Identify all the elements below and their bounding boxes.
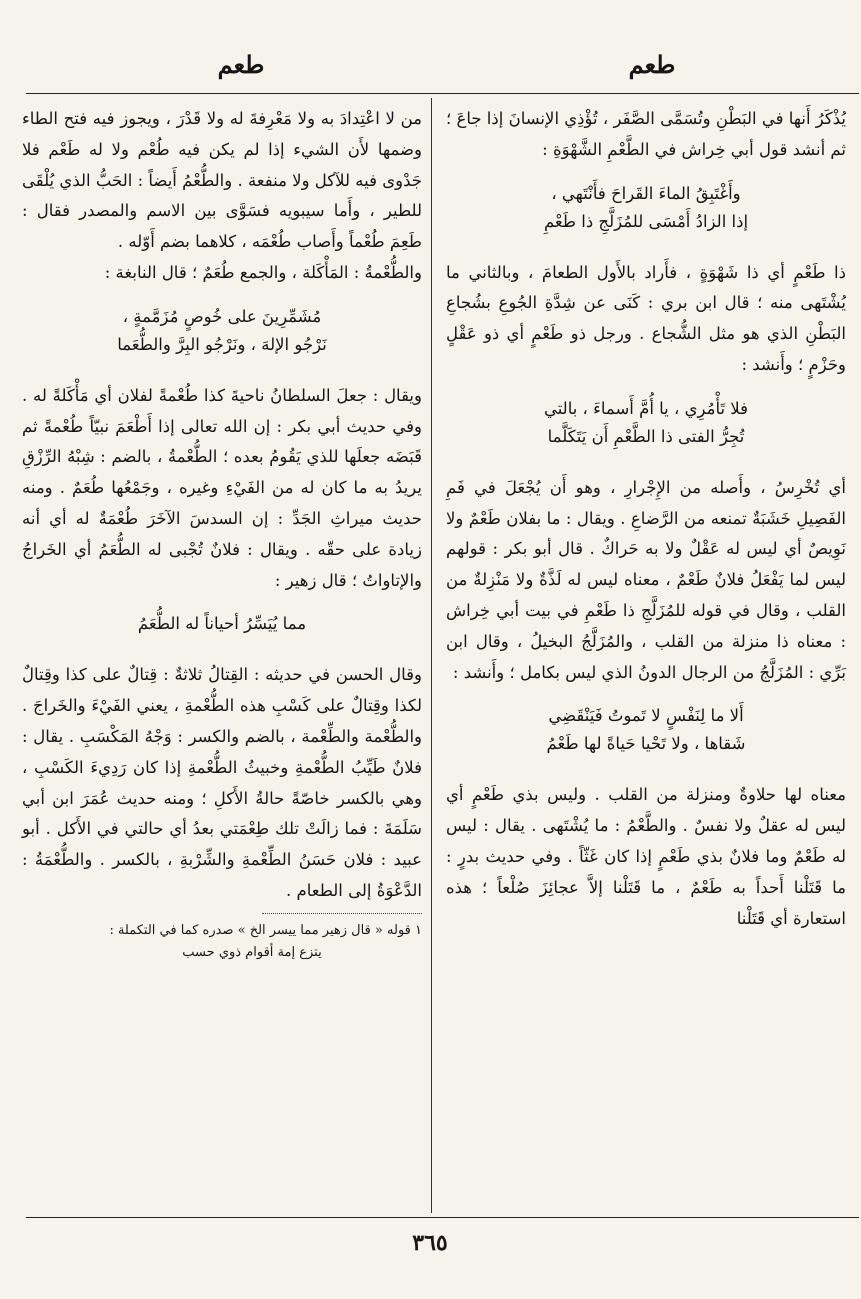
paragraph: والطُّعْمةُ : المَأْكَلة ، والجمع طُعَمٌ ؛ قال النابغة : bbox=[104, 262, 422, 282]
verse-line: مما يُيَسِّرُ أحياناً له الطُّعَمُ bbox=[137, 614, 307, 634]
verse-line: مُشَمِّرِينَ على خُوصٍ مُزَمَّمةٍ ، bbox=[122, 306, 322, 326]
page-number: ٣٦٥ bbox=[412, 1230, 448, 1256]
paragraph: ذا طَعْمٍ أي ذا شَهْوَةٍ ، فأَراد بالأَول الطعامَ ، وبالثاني ما يُشْتَهى منه ؛ قال ابن بري : كَنَى عن شِدَّةِ الجُوعِ بشُجاعِ البَطْنِ الذي هو مثل الشُّجاع . ورجل ذو طَعْمٍ أي ذو عَقْلٍ وحَزْمٍ ؛ وأَنشد : bbox=[446, 262, 846, 374]
verse-line: وأَغْتَبِقُ الماءَ القَراحَ فأَنْتَهي ، bbox=[551, 183, 741, 203]
paragraph: من لا اعْتِدادَ به ولا مَعْرِفةَ له ولا قَدْرَ ، ويجوز فيه فتح الطاء وضمها لأَن الشيء إذا لم يكن فيه طُعْم ولا له طَعْم فلا جَدْوى فيه للآكل ولا منفعة . والطُّعْمُ أَيضاً : الحَبُّ الذي يُلْقَى للطير ، وأَما سيبويه فسَوَّى بين الاسم والمصدر فقال : طَعِمَ طُعْماً وأَصاب طُعْمَه ، كلاهما بضم أَوّله . bbox=[22, 109, 422, 252]
verse bbox=[446, 180, 846, 236]
header-rule bbox=[26, 93, 859, 94]
left-column bbox=[22, 104, 422, 964]
footnote-line: يتزع إمة أقوام ذوي حسب bbox=[182, 944, 322, 960]
verse-line: إذا الزادُ أَمْسَى للمُزَلَّجِ ذا طَعْمِ bbox=[543, 211, 749, 231]
verse-line: شَقاها ، ولا تَحْيا حَياةً لها طَعْمُ bbox=[546, 734, 746, 754]
paragraph: يُذْكَرُ أَنها في البَطْنِ وتُسَمَّى الصَّفَر ، تُؤْذِي الإنسانَ إذا جاعَ ؛ ثم أنشد قول أبي خِراش في الطَّعْمِ الشَّهْوَةِ : bbox=[446, 109, 846, 159]
footer-rule bbox=[26, 1217, 859, 1218]
verse bbox=[446, 702, 846, 758]
paragraph: وقال الحسن في حديثه : القِتالُ ثلاثةٌ : قِتالٌ على كذا وقِتالٌ لكذا وقِتالٌ على كَسْبِ هذه الطُّعْمةِ ، يعني الفَيْءَ والخَراجَ . والطُّعْمة والطِّعْمة ، بالضم والكسر : وَجْهُ المَكْسَبِ . يقال : فلانٌ طَيِّبُ الطُّعْمةِ وخبيثُ الطُّعْمةِ إذا كان رَدِيءَ الكَسْبِ ، وهي بالكسر خاصّةً حالةُ الأَكلِ ؛ ومنه حديث عُمَرَ ابن أبي سَلَمَةَ : فما زالَتْ تلك طِعْمَتي بعدُ أي حالتي في الأَكل . أبو عبيد : فلان حَسَنُ الطِّعْمةِ والشِّرْبةِ ، بالكسر . والطُّعْمَةُ : الدَّعْوَةُ إلى الطعام . bbox=[22, 665, 422, 900]
header-word-left: طعم bbox=[217, 50, 265, 79]
header-word-right: طعم bbox=[628, 50, 676, 79]
paragraph: معناه لها حلاوةٌ ومنزلة من القلب . وليس بذي طَعْمٍ أي ليس له عقلٌ ولا نفسٌ . والطَّعْمُ : ما يُشْتَهى . يقال : ليس له طَعْمٌ وما فلانٌ بذي طَعْمٍ إذا كان غَثّاً . وفي حديث بدرٍ : ما قَتَلْنا أَحداً به طَعْمٌ ، ما قَتَلْنا إلاَّ عجائِزَ صُلْعاً ؛ هذه استعارة أي قَتَلْنا bbox=[446, 785, 846, 928]
verse-line: تُجِرُّ الفتى ذا الطَّعْمِ أَن يَتَكَلَّما bbox=[547, 426, 745, 446]
verse-line: أَلا ما لِنَفْسٍ لا تَموتُ فَيَنْقَضِي bbox=[548, 706, 744, 726]
verse bbox=[446, 395, 846, 451]
verse bbox=[22, 610, 422, 638]
footnote bbox=[22, 920, 422, 964]
verse bbox=[22, 303, 422, 359]
verse-line: فلا تَأْمُرِي ، يا أُمَّ أَسماءَ ، بالتي bbox=[543, 398, 749, 418]
column-divider bbox=[431, 98, 432, 1213]
footnote-line: ١ قوله « قال زهير مما ييسر الخ » صدره كما في التكملة : bbox=[109, 922, 422, 938]
right-column bbox=[446, 104, 846, 934]
verse-line: نَرْجُو الإلهَ ، ونَرْجُو البِرَّ والطُّعَما bbox=[117, 334, 327, 354]
paragraph: أي تُخْرِسُ ، وأَصله من الإِجْرارِ ، وهو أَن يُجْعَلَ في فَمِ الفَصِيلِ خَشَبَةٌ تمنعه من الرَّضاعِ . ويقال : ما بفلان طَعْمٌ ولا نَوِيصٌ أي ليس له عَقْلٌ ولا به حَراكٌ . قال أبو بكر : قولهم ليس لما يَفْعَلُ فلانٌ طَعْمٌ ، معناه ليس له لَذَّةٌ ولا مَنْزِلةٌ من القلب ، وقال في قوله للمُزَلَّجِ ذا طَعْمِ في بيت أبي خِراش : معناه ذا منزلة من القلب ، والمُزَلَّجُ البخيلُ ، وقال ابن بَرِّي : المُزَلَّجُ من الرجال الدونُ الذي ليس بكامل ؛ وأَنشد : bbox=[446, 477, 846, 682]
paragraph: ويقال : جعلَ السلطانُ ناحيةَ كذا طُعْمةً لفلان أي مَأْكَلةً له . وفي حديث أبي بكر : إن الله تعالى إذا أَطْعَمَ نبيّاً طُعْمةً ثم قَبَضَه جعلَها للذي يَقُومُ بعده ؛ الطُّعْمةُ ، بالضم : شِبْهُ الرِّزْقِ يريدُ به ما كان له من الفَيْءِ وغيره ، وجَمْعُها طُعَمٌ . ومنه حديث ميراثِ الجَدِّ : إن السدسَ الآخَرَ طُعْمَةٌ له أي أنه زيادة على حقّه . ويقال : فلانٌ تُجْبى له الطُّعَمُ أي الخَراجُ والإتاواتُ ؛ قال زهير : bbox=[22, 385, 422, 590]
footnote-separator bbox=[262, 913, 422, 914]
